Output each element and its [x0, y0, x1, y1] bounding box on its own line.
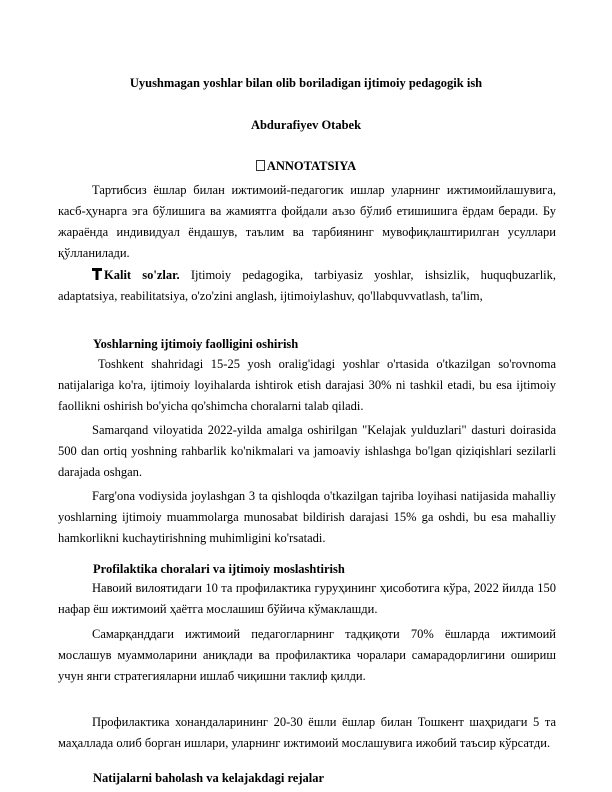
- keywords-label: Kalit so'zlar.: [104, 268, 180, 282]
- keywords-paragraph: [58, 265, 556, 307]
- author-name: Abdurafiyev Otabek: [250, 118, 362, 132]
- section1-paragraph-1: Toshkent shahridagi 15-25 yosh oralig'idagi yoshlar o'rtasida o'tkazilgan so'rovnoma natijalariga ko'ra, ijtimoiy loyihalarda ishtirok etish darajasi 30% ni tashkil etadi, bu esa ijtimoiy faollikni oshirish bo'yicha qo'shimcha choralarni talab qiladi.: [58, 357, 556, 413]
- section-heading-prevention: Profilaktika choralari va ijtimoiy moslashtirish: [93, 562, 345, 576]
- pin-icon: [92, 268, 102, 280]
- annotation-text: Тартибсиз ёшлар билан ижтимоий-педагогик ишлар уларнинг ижтимоийлашувига, касб-ҳунарга эга бўлишига ва жамиятга фойдали аъзо бўлиб етишишига ёрдам беради. Бу жараёнда индивидуал ёндашув, таълим ва тарбиянинг мувофиқлаштирилган усуллари қўлланилади.: [58, 183, 556, 260]
- document-title: Uyushmagan yoshlar bilan olib boriladigan ijtimoiy pedagogik ish: [129, 76, 483, 90]
- annotation-heading-row: [0, 159, 612, 174]
- keywords-text: Ijtimoiy pedagogika, tarbiyasiz yoshlar, ishsizlik, huquqbuzarlik, adaptatsiya, reabilitatsiya, o'zo'zini anglash, ijtimoiylashuv, qo'llabquvvatlash, ta'lim,: [58, 268, 557, 303]
- section2-paragraph-3: Профилактика хонандаларининг 20-30 ёшли ёшлар билан Тошкент шаҳридаги 5 та маҳаллада олиб борган ишлари, уларнинг ижтимоий мослашувига ижобий таъсир кўрсатди.: [58, 715, 556, 750]
- section2-paragraph-1: Навоий вилоятидаги 10 та профилактика гуруҳининг ҳисоботига кўра, 2022 йилда 150 нафар ёш ижтимоий ҳаётга мослашиш бўйича кўмаклашди.: [58, 581, 556, 616]
- section-heading-evaluation: Natijalarni baholash va kelajakdagi rejalar: [93, 771, 325, 785]
- missing-glyph-box-icon: [256, 160, 265, 171]
- section1-paragraph-3: Farg'ona vodiysida joylashgan 3 ta qishloqda o'tkazilgan tajriba loyihasi natijasida mahalliy yoshlarning ijtimoiy muammolarga munosabat bildirish darajasi 15% ga oshdi, bu esa mahalliy hamkorlikni kuchaytirishning muhimligini ko'rsatadi.: [58, 489, 556, 545]
- annotation-heading: ANNOTATSIYA: [266, 159, 357, 173]
- section1-paragraph-2: Samarqand viloyatida 2022-yilda amalga oshirilgan "Kelajak yulduzlari" dasturi doirasida 500 dan ortiq yoshning rahbarlik ko'nikmalari va jamoaviy ishlashga bo'lgan qiziqishlari sezilarli darajada oshgan.: [58, 423, 556, 479]
- section2-paragraph-2: Самарқанддаги ижтимоий педагогларнинг тадқиқоти 70% ёшларда ижтимоий мослашув муаммоларини аниқлади ва профилактика чоралари самарадорлигини ошириш учун янги стратегияларни ишлаб чиқишни таклиф қилди.: [58, 627, 556, 683]
- section-heading-activity: Yoshlarning ijtimoiy faolligini oshirish: [93, 337, 299, 351]
